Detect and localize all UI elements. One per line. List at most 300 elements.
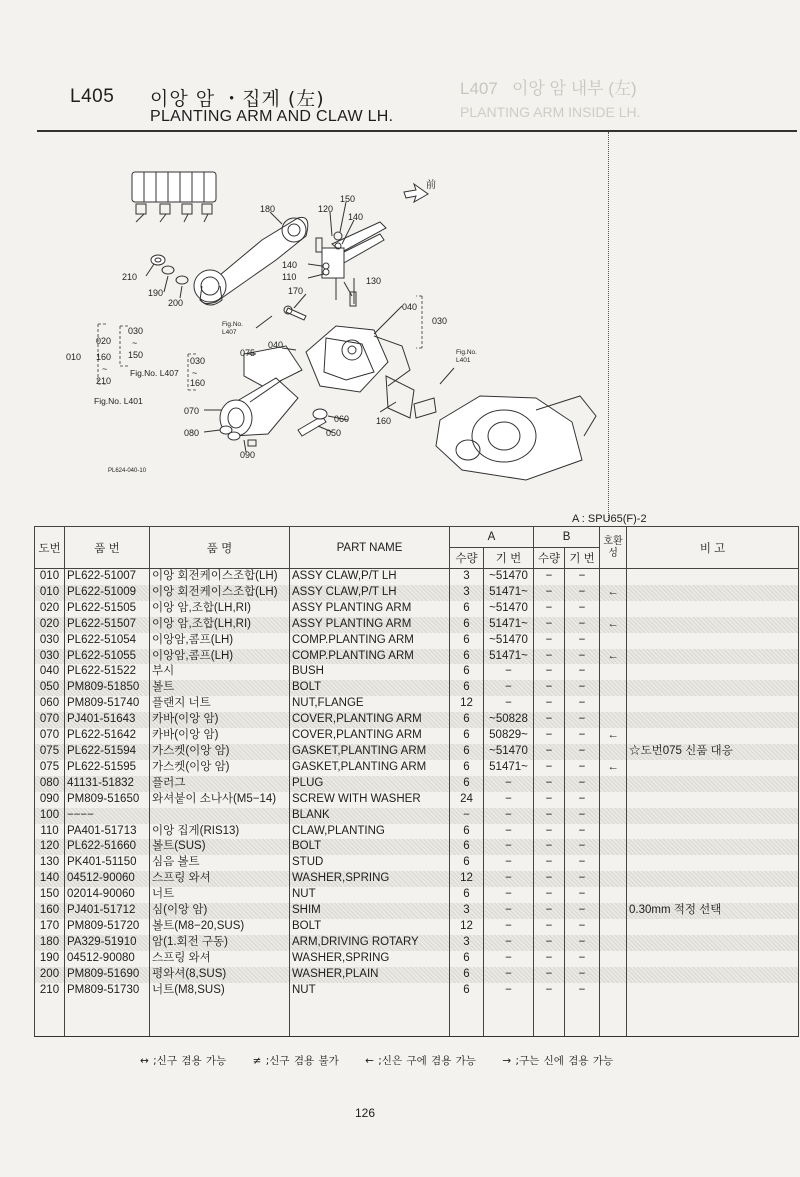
table-row [35,633,799,649]
model-label: A : SPU65(F)-2 [572,513,647,525]
row-name-en: BLANK [290,808,450,824]
row-base-a: − [484,871,534,887]
row-remarks [627,951,799,967]
row-remarks [627,649,799,665]
row-name-ko: 이앙 암,조합(LH,RI) [150,617,290,633]
row-qty-a: 6 [450,760,484,776]
table-row [35,664,799,680]
exploded-parts-diagram [36,140,606,485]
row-name-en: WASHER,SPRING [290,951,450,967]
col-base-b: 기 번 [565,548,600,569]
row-no: 100 [35,808,65,824]
row-base-a: − [484,983,534,999]
callout-160: 160 [376,416,392,426]
col-compat: 호환성 [600,527,627,569]
tilde-b: ~ [102,364,108,374]
legend-item-new-to-old: ← ;신은 구에 겸용 가능 [365,1055,476,1067]
row-base-b: − [565,951,600,967]
row-part-no: PA401-51713 [65,824,150,840]
row-qty-b: − [534,839,565,855]
row-name-en: NUT [290,887,450,903]
col-name-ko: 품 명 [150,527,290,569]
front-mark: 前 [426,180,436,191]
diagram-code: PL624-040-10 [108,468,147,474]
row-base-b: − [565,664,600,680]
callout-120: 120 [318,204,334,214]
row-base-b: − [565,792,600,808]
col-name-en: PART NAME [290,527,450,569]
row-qty-b: − [534,696,565,712]
bleed-through-header [460,74,637,99]
callout-050: 050 [326,428,342,438]
row-remarks [627,680,799,696]
row-qty-b: − [534,744,565,760]
tilde-c: ~ [192,368,198,378]
row-name-ko: 가스켓(이앙 암) [150,744,290,760]
row-qty-a: 6 [450,744,484,760]
table-row [35,601,799,617]
row-qty-b: − [534,664,565,680]
callout-160-b: 160 [96,352,112,362]
callout-075: 075 [240,348,256,358]
table-row [35,776,799,792]
row-remarks [627,919,799,935]
row-qty-b: − [534,919,565,935]
row-name-en: COMP.PLANTING ARM [290,649,450,665]
row-name-en: BOLT [290,839,450,855]
callout-110: 110 [282,272,297,282]
col-group-b: B [534,527,600,548]
row-compat [600,903,627,919]
row-no: 160 [35,903,65,919]
row-base-a: − [484,951,534,967]
row-part-no: PM809-51730 [65,983,150,999]
row-no: 050 [35,680,65,696]
callout-040-a: 040 [402,302,418,312]
table-row [35,744,799,760]
table-row [35,903,799,919]
row-qty-a: 6 [450,712,484,728]
callout-210-b: 210 [96,376,112,386]
row-base-b: − [565,744,600,760]
table-row [35,792,799,808]
callout-030-c: 030 [190,356,206,366]
callout-130: 130 [366,276,382,286]
row-base-b: − [565,776,600,792]
row-no: 070 [35,728,65,744]
row-compat [600,871,627,887]
row-name-en: COMP.PLANTING ARM [290,633,450,649]
table-row [35,649,799,665]
row-part-no: PL622-51594 [65,744,150,760]
row-remarks [627,760,799,776]
row-compat [600,983,627,999]
row-no: 150 [35,887,65,903]
row-remarks [627,633,799,649]
row-base-a: − [484,664,534,680]
callout-160-c: 160 [190,378,206,388]
row-name-ko: 이앙 집게(RIS13) [150,824,290,840]
row-name-ko: 스프링 와셔 [150,871,290,887]
table-row [35,887,799,903]
col-remarks: 비 고 [627,527,799,569]
legend-item-none: ≠ ;신구 겸용 불가 [252,1055,339,1067]
legend-item-both: ↔ ;신구 겸용 가능 [140,1055,227,1067]
row-name-ko [150,808,290,824]
row-name-ko: 스프링 와셔 [150,951,290,967]
page-title-korean: 이앙 암 ・집게 (左) [150,88,325,110]
row-name-ko: 평와셔(8,SUS) [150,967,290,983]
callout-080: 080 [184,428,200,438]
row-name-en: NUT,FLANGE [290,696,450,712]
row-part-no: PJ401-51643 [65,712,150,728]
row-name-en: BUSH [290,664,450,680]
row-remarks [627,792,799,808]
row-no: 140 [35,871,65,887]
row-no: 075 [35,744,65,760]
row-base-a: 51471~ [484,760,534,776]
callout-040-b: 040 [268,340,284,350]
row-qty-b: − [534,903,565,919]
row-base-a: − [484,919,534,935]
row-name-ko: 부시 [150,664,290,680]
row-part-no: PM809-51740 [65,696,150,712]
row-remarks [627,808,799,824]
row-base-a: ~51470 [484,744,534,760]
row-base-b: − [565,887,600,903]
row-no: 080 [35,776,65,792]
callout-010: 010 [66,352,82,362]
row-no: 210 [35,983,65,999]
row-qty-b: − [534,792,565,808]
callout-210: 210 [122,272,138,282]
row-remarks [627,824,799,840]
row-base-a: ~51470 [484,601,534,617]
page-title-english: PLANTING ARM AND CLAW LH. [150,108,394,125]
row-remarks [627,696,799,712]
callout-030-b: 030 [128,326,144,336]
title-rule [37,130,797,132]
row-qty-a: 3 [450,569,484,585]
row-base-b: − [565,633,600,649]
row-no: 010 [35,585,65,601]
col-qty-b: 수량 [534,548,565,569]
row-remarks [627,776,799,792]
row-part-no: PL622-51507 [65,617,150,633]
row-remarks [627,855,799,871]
parts-table [34,526,799,1037]
table-row [35,585,799,601]
row-qty-a: 6 [450,664,484,680]
row-name-en: ASSY CLAW,P/T LH [290,569,450,585]
row-compat [600,967,627,983]
row-base-a: ~51470 [484,569,534,585]
row-compat [600,951,627,967]
row-remarks [627,887,799,903]
row-no: 070 [35,712,65,728]
claw-row-sketch [132,172,216,222]
col-no: 도번 [35,527,65,569]
row-base-b: − [565,935,600,951]
row-part-no: PL622-51055 [65,649,150,665]
row-no: 060 [35,696,65,712]
row-qty-a: 3 [450,585,484,601]
row-qty-a: 6 [450,967,484,983]
callout-150-b: 150 [128,350,144,360]
legend-item-old-to-new: → ;구는 신에 겸용 가능 [502,1055,614,1067]
row-no: 010 [35,569,65,585]
row-remarks: ☆도번075 신품 대응 [627,744,799,760]
row-name-ko: 이앙 회전케이스조합(LH) [150,569,290,585]
row-qty-a: − [450,808,484,824]
row-remarks: 0.30mm 적정 선택 [627,903,799,919]
row-name-ko: 이앙 암,조합(LH,RI) [150,601,290,617]
table-row [35,919,799,935]
row-name-en: CLAW,PLANTING [290,824,450,840]
row-qty-b: − [534,887,565,903]
callout-060: 060 [334,414,350,424]
row-name-ko: 너트(M8,SUS) [150,983,290,999]
row-qty-a: 24 [450,792,484,808]
row-part-no: PL622-51009 [65,585,150,601]
row-qty-a: 6 [450,649,484,665]
row-compat [600,887,627,903]
ref-l407-fig: Fig.No. [222,321,243,328]
row-base-b: − [565,585,600,601]
parts-table-body [35,569,799,1037]
row-qty-b: − [534,601,565,617]
row-name-en: SHIM [290,903,450,919]
row-compat [600,633,627,649]
row-remarks [627,839,799,855]
row-qty-b: − [534,808,565,824]
row-base-b: − [565,824,600,840]
row-compat [600,664,627,680]
row-compat: ← [600,649,627,665]
row-qty-a: 6 [450,601,484,617]
row-base-b: − [565,696,600,712]
table-row [35,569,799,585]
row-name-en: WASHER,PLAIN [290,967,450,983]
ref-l401-no: L401 [456,357,471,364]
row-remarks [627,601,799,617]
table-header-row-1 [35,527,799,548]
row-base-b: − [565,760,600,776]
row-base-b: − [565,903,600,919]
row-name-en: STUD [290,855,450,871]
row-qty-a: 6 [450,728,484,744]
row-base-a: − [484,855,534,871]
row-base-a: − [484,808,534,824]
row-base-b: − [565,808,600,824]
callout-140-a: 140 [348,212,364,222]
row-remarks [627,935,799,951]
row-part-no: PM809-51850 [65,680,150,696]
row-base-a: − [484,839,534,855]
row-name-ko: 심(이앙 암) [150,903,290,919]
table-row [35,871,799,887]
row-base-a: − [484,935,534,951]
row-no: 180 [35,935,65,951]
row-name-ko: 이앙암,콤프(LH) [150,633,290,649]
row-base-b: − [565,712,600,728]
row-name-ko: 볼트 [150,680,290,696]
row-base-a: 51471~ [484,649,534,665]
row-remarks [627,664,799,680]
row-qty-b: − [534,680,565,696]
row-no: 090 [35,792,65,808]
ref-l401-left: Fig.No. L401 [94,396,143,406]
row-compat [600,855,627,871]
callout-150: 150 [340,194,356,204]
row-name-ko: 볼트(SUS) [150,839,290,855]
table-bottom-rule [35,1036,799,1037]
callout-180: 180 [260,204,276,214]
row-compat [600,839,627,855]
row-name-en: SCREW WITH WASHER [290,792,450,808]
row-base-b: − [565,839,600,855]
row-compat [600,919,627,935]
table-row [35,696,799,712]
row-base-a: − [484,792,534,808]
row-part-no: PL622-51642 [65,728,150,744]
table-row [35,712,799,728]
case-l401 [436,396,596,480]
row-name-ko: 플러그 [150,776,290,792]
col-qty-a: 수량 [450,548,484,569]
row-base-b: − [565,601,600,617]
row-remarks [627,967,799,983]
row-base-b: − [565,728,600,744]
row-compat [600,824,627,840]
row-base-a: 51471~ [484,585,534,601]
row-qty-a: 6 [450,776,484,792]
table-row [35,983,799,999]
row-name-ko: 카바(이앙 암) [150,728,290,744]
row-name-ko: 이앙암,콤프(LH) [150,649,290,665]
row-name-en: ASSY PLANTING ARM [290,601,450,617]
row-qty-b: − [534,649,565,665]
table-row [35,760,799,776]
table-blank-space [35,998,799,1036]
row-base-b: − [565,569,600,585]
row-qty-a: 3 [450,935,484,951]
callout-020: 020 [96,336,112,346]
row-base-a: 50829~ [484,728,534,744]
table-row [35,617,799,633]
row-part-no: PM809-51720 [65,919,150,935]
row-qty-b: − [534,585,565,601]
row-part-no: PJ401-51712 [65,903,150,919]
row-compat [600,744,627,760]
row-part-no: 04512-90060 [65,871,150,887]
row-no: 170 [35,919,65,935]
row-name-ko: 와셔붙이 소나사(M5−14) [150,792,290,808]
callout-190: 190 [148,288,164,298]
row-name-ko: 볼트(M8−20,SUS) [150,919,290,935]
row-name-ko: 심음 볼트 [150,855,290,871]
row-qty-b: − [534,728,565,744]
col-base-a: 기 번 [484,548,534,569]
row-base-a: ~50828 [484,712,534,728]
ref-l407-no: L407 [222,329,237,336]
row-base-b: − [565,919,600,935]
row-name-ko: 카바(이앙 암) [150,712,290,728]
row-name-en: COVER,PLANTING ARM [290,728,450,744]
row-part-no: −−−− [65,808,150,824]
row-remarks [627,617,799,633]
row-qty-a: 3 [450,903,484,919]
row-base-a: − [484,824,534,840]
row-no: 020 [35,617,65,633]
row-qty-b: − [534,983,565,999]
row-compat [600,569,627,585]
page-code: L405 [70,86,115,107]
callout-030-a: 030 [432,316,448,326]
row-name-ko: 너트 [150,887,290,903]
row-qty-b: − [534,871,565,887]
row-no: 190 [35,951,65,967]
row-name-ko: 플랜지 너트 [150,696,290,712]
row-part-no: PL622-51054 [65,633,150,649]
col-group-a: A [450,527,534,548]
callout-090: 090 [240,450,256,460]
row-name-en: GASKET,PLANTING ARM [290,760,450,776]
table-row [35,855,799,871]
dotted-divider [608,132,609,520]
row-base-b: − [565,680,600,696]
row-qty-b: − [534,633,565,649]
col-part-no: 품 번 [65,527,150,569]
row-name-en: ASSY PLANTING ARM [290,617,450,633]
row-no: 200 [35,967,65,983]
row-no: 110 [35,824,65,840]
bleed-through-code: L407 [460,79,498,98]
row-qty-a: 12 [450,696,484,712]
row-qty-a: 6 [450,633,484,649]
row-part-no: PK401-51150 [65,855,150,871]
callout-200: 200 [168,298,184,308]
row-qty-a: 12 [450,919,484,935]
table-row [35,951,799,967]
row-name-en: PLUG [290,776,450,792]
row-compat: ← [600,760,627,776]
compatibility-legend [140,1053,635,1068]
row-name-en: COVER,PLANTING ARM [290,712,450,728]
row-qty-b: − [534,951,565,967]
row-name-en: NUT [290,983,450,999]
table-row [35,967,799,983]
row-remarks [627,712,799,728]
row-base-a: − [484,903,534,919]
callout-070: 070 [184,406,200,416]
row-compat [600,601,627,617]
row-part-no: 04512-90080 [65,951,150,967]
row-qty-a: 6 [450,839,484,855]
row-base-b: − [565,983,600,999]
row-compat: ← [600,617,627,633]
callout-140-b: 140 [282,260,298,270]
row-qty-b: − [534,712,565,728]
row-name-en: BOLT [290,680,450,696]
ref-l407-inline: Fig.No. L407 [130,368,179,378]
row-no: 020 [35,601,65,617]
bleed-through-title-ko: 이앙 암 내부 (左) [512,79,637,98]
table-row [35,824,799,840]
row-compat [600,712,627,728]
row-qty-a: 6 [450,887,484,903]
row-remarks [627,871,799,887]
